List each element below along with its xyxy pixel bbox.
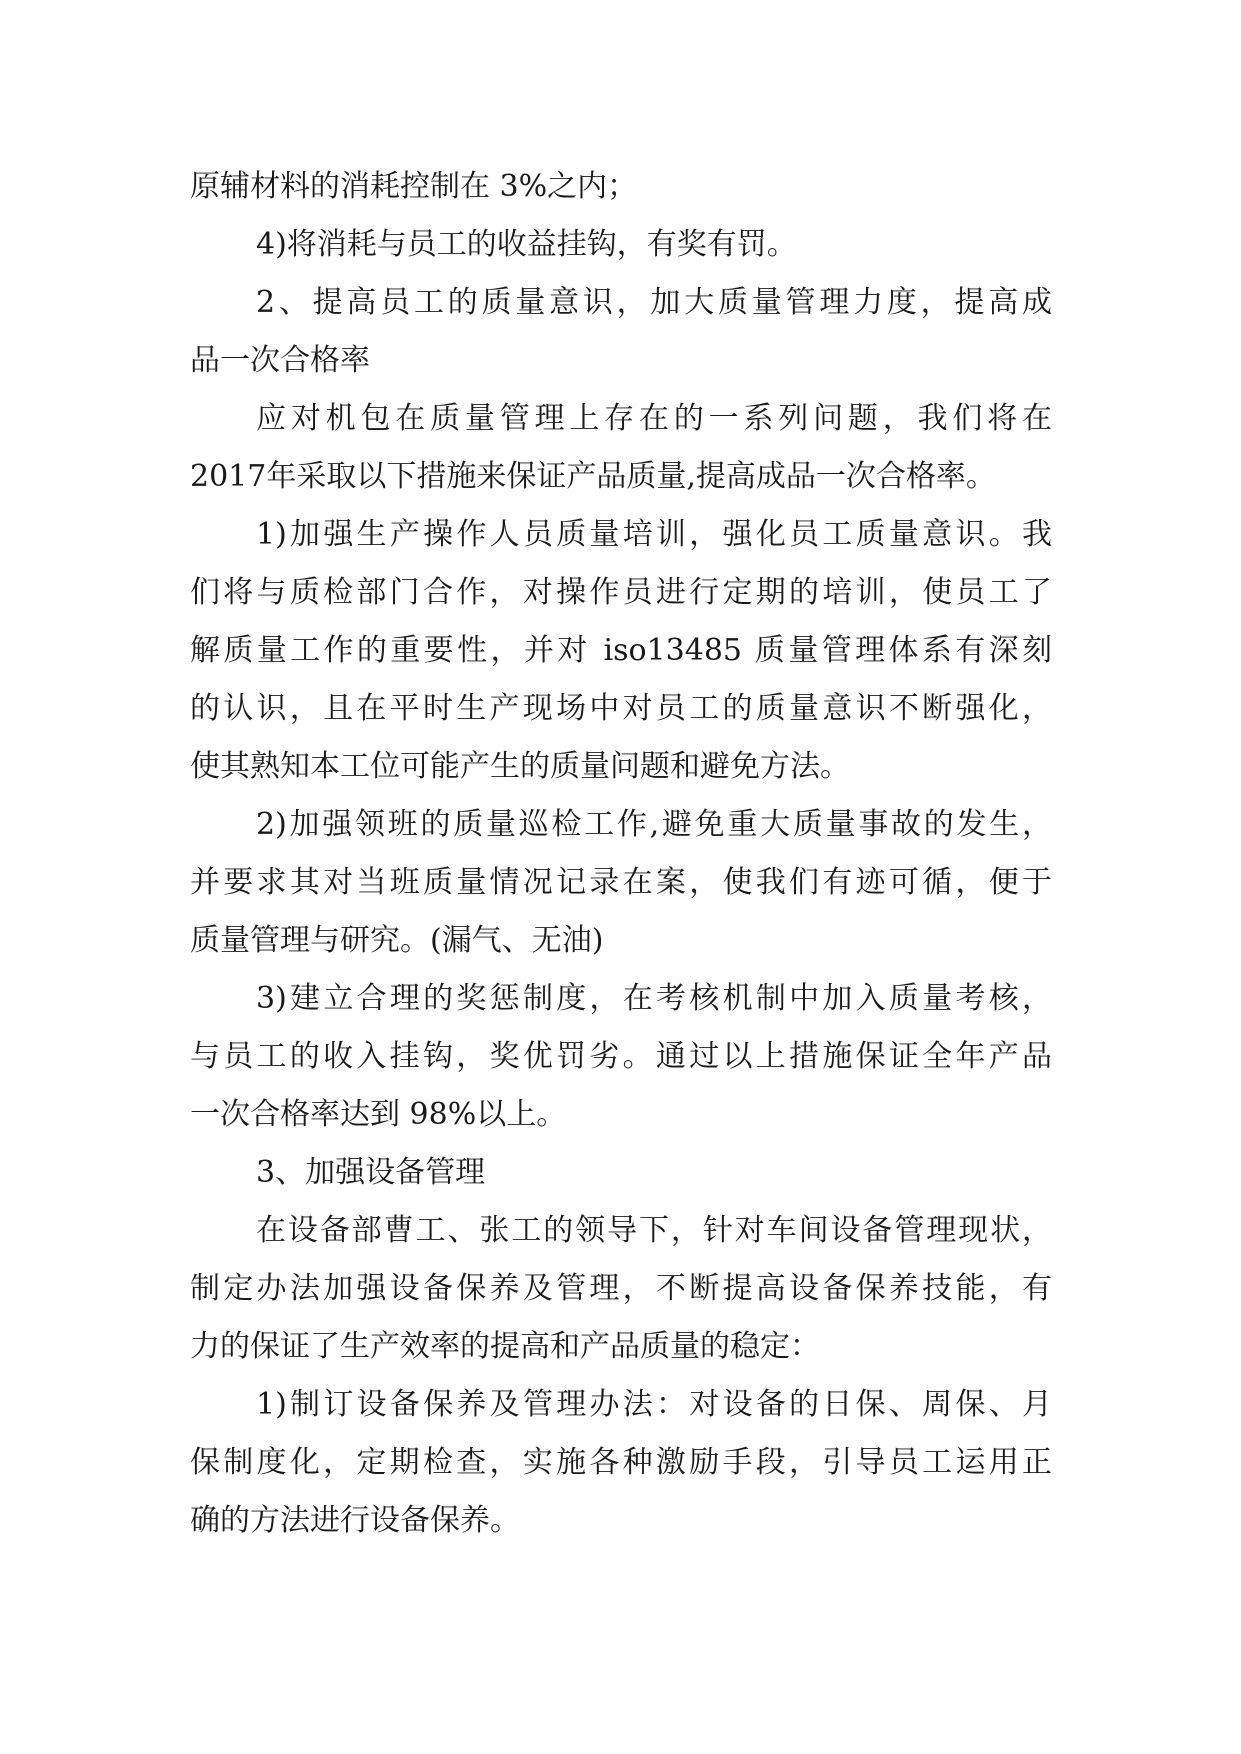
text-line: 1)加强生产操作人员质量培训，强化员工质量意识。我 [256, 517, 1052, 552]
text-line: 的认识，且在平时生产现场中对员工的质量意识不断强化， [190, 691, 1052, 726]
text-line: 质量管理与研究。(漏气、无油) [190, 923, 604, 958]
text-line: 们将与质检部门合作，对操作员进行定期的培训，使员工了 [190, 575, 1052, 610]
text-line: 应对机包在质量管理上存在的一系列问题，我们将在 [256, 401, 1052, 436]
section-heading: 品一次合格率 [190, 343, 370, 378]
section-heading: 2、提高员工的质量意识，加大质量管理力度，提高成 [256, 285, 1052, 320]
text-line: 1)制订设备保养及管理办法：对设备的日保、周保、月 [256, 1387, 1052, 1422]
document-body [190, 158, 1052, 1550]
text-line: 制定办法加强设备保养及管理，不断提高设备保养技能，有 [190, 1271, 1052, 1306]
text-line: 与员工的收入挂钩，奖优罚劣。通过以上措施保证全年产品 [190, 1039, 1052, 1074]
text-line: 原辅材料的消耗控制在 3%之内； [190, 169, 638, 204]
text-line: 一次合格率达到 98%以上。 [190, 1097, 567, 1132]
text-line: 使其熟知本工位可能产生的质量问题和避免方法。 [190, 749, 850, 784]
text-line: 4)将消耗与员工的收益挂钩，有奖有罚。 [256, 227, 797, 262]
text-line: 解质量工作的重要性，并对 iso13485 质量管理体系有深刻 [190, 633, 1052, 668]
text-line: 在设备部曹工、张工的领导下，针对车间设备管理现状， [256, 1213, 1052, 1248]
text-line: 确的方法进行设备保养。 [190, 1503, 520, 1538]
text-line: 并要求其对当班质量情况记录在案，使我们有迹可循，便于 [190, 865, 1052, 900]
section-heading: 3、加强设备管理 [256, 1155, 486, 1190]
text-line: 3)建立合理的奖惩制度，在考核机制中加入质量考核， [256, 981, 1052, 1016]
text-line: 保制度化，定期检查，实施各种激励手段，引导员工运用正 [190, 1445, 1052, 1480]
text-line: 力的保证了生产效率的提高和产品质量的稳定： [190, 1329, 820, 1364]
text-line: 2017年采取以下措施来保证产品质量,提高成品一次合格率。 [190, 459, 996, 494]
text-line: 2)加强领班的质量巡检工作,避免重大质量事故的发生， [256, 807, 1052, 842]
